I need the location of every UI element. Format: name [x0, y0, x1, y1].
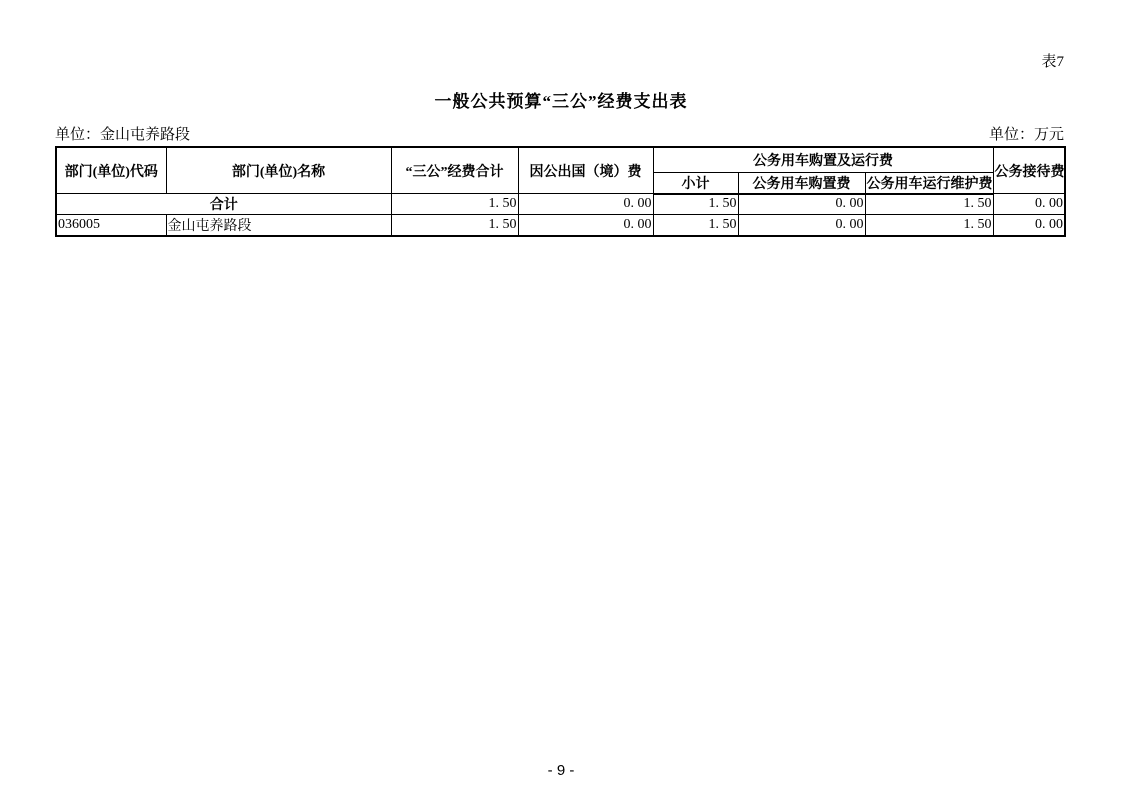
page-title: 一般公共预算“三公”经费支出表: [434, 92, 688, 111]
total-three-public-value: 1. 50: [391, 194, 518, 215]
unit-row: [55, 126, 1064, 144]
col-header-vehicle-maintenance: 公务用车运行维护费: [865, 172, 993, 194]
table-row-total: [56, 194, 1065, 215]
col-header-three-public-total: “三公”经费合计: [391, 147, 518, 194]
col-header-dept-name: 部门(单位)名称: [166, 147, 391, 194]
unit-abroad-value: 0. 00: [518, 215, 653, 237]
unit-right-label: 单位：万元: [988, 127, 1064, 143]
col-header-reception-fee: 公务接待费: [993, 147, 1065, 194]
col-header-vehicle-subtotal: 小计: [653, 172, 738, 194]
total-abroad-value: 0. 00: [518, 194, 653, 215]
unit-code-cell: 036005: [56, 215, 166, 237]
unit-vehicle-purchase-value: 0. 00: [738, 215, 865, 237]
unit-vehicle-maintenance-value: 1. 50: [865, 215, 993, 237]
unit-three-public-value: 1. 50: [391, 215, 518, 237]
unit-left-label: 单位：金山屯养路段: [55, 127, 191, 143]
unit-reception-value: 0. 00: [993, 215, 1065, 237]
col-header-abroad-fee: 因公出国（境）费: [518, 147, 653, 194]
total-vehicle-subtotal-value: 1. 50: [653, 194, 738, 215]
unit-name-cell: 金山屯养路段: [166, 215, 391, 237]
header-row-1: [56, 147, 1065, 172]
table-row-unit: [56, 215, 1065, 237]
col-header-dept-code: 部门(单位)代码: [56, 147, 166, 194]
sheet-label: 表7: [1041, 54, 1064, 70]
total-reception-value: 0. 00: [993, 194, 1065, 215]
total-vehicle-maintenance-value: 1. 50: [865, 194, 993, 215]
page-number: - 9 -: [547, 762, 575, 779]
col-header-vehicle-purchase: 公务用车购置费: [738, 172, 865, 194]
total-row-label: 合计: [56, 194, 391, 215]
three-public-expenditure-table: [55, 146, 1066, 237]
unit-vehicle-subtotal-value: 1. 50: [653, 215, 738, 237]
col-header-vehicle-group: 公务用车购置及运行费: [653, 147, 993, 172]
total-vehicle-purchase-value: 0. 00: [738, 194, 865, 215]
